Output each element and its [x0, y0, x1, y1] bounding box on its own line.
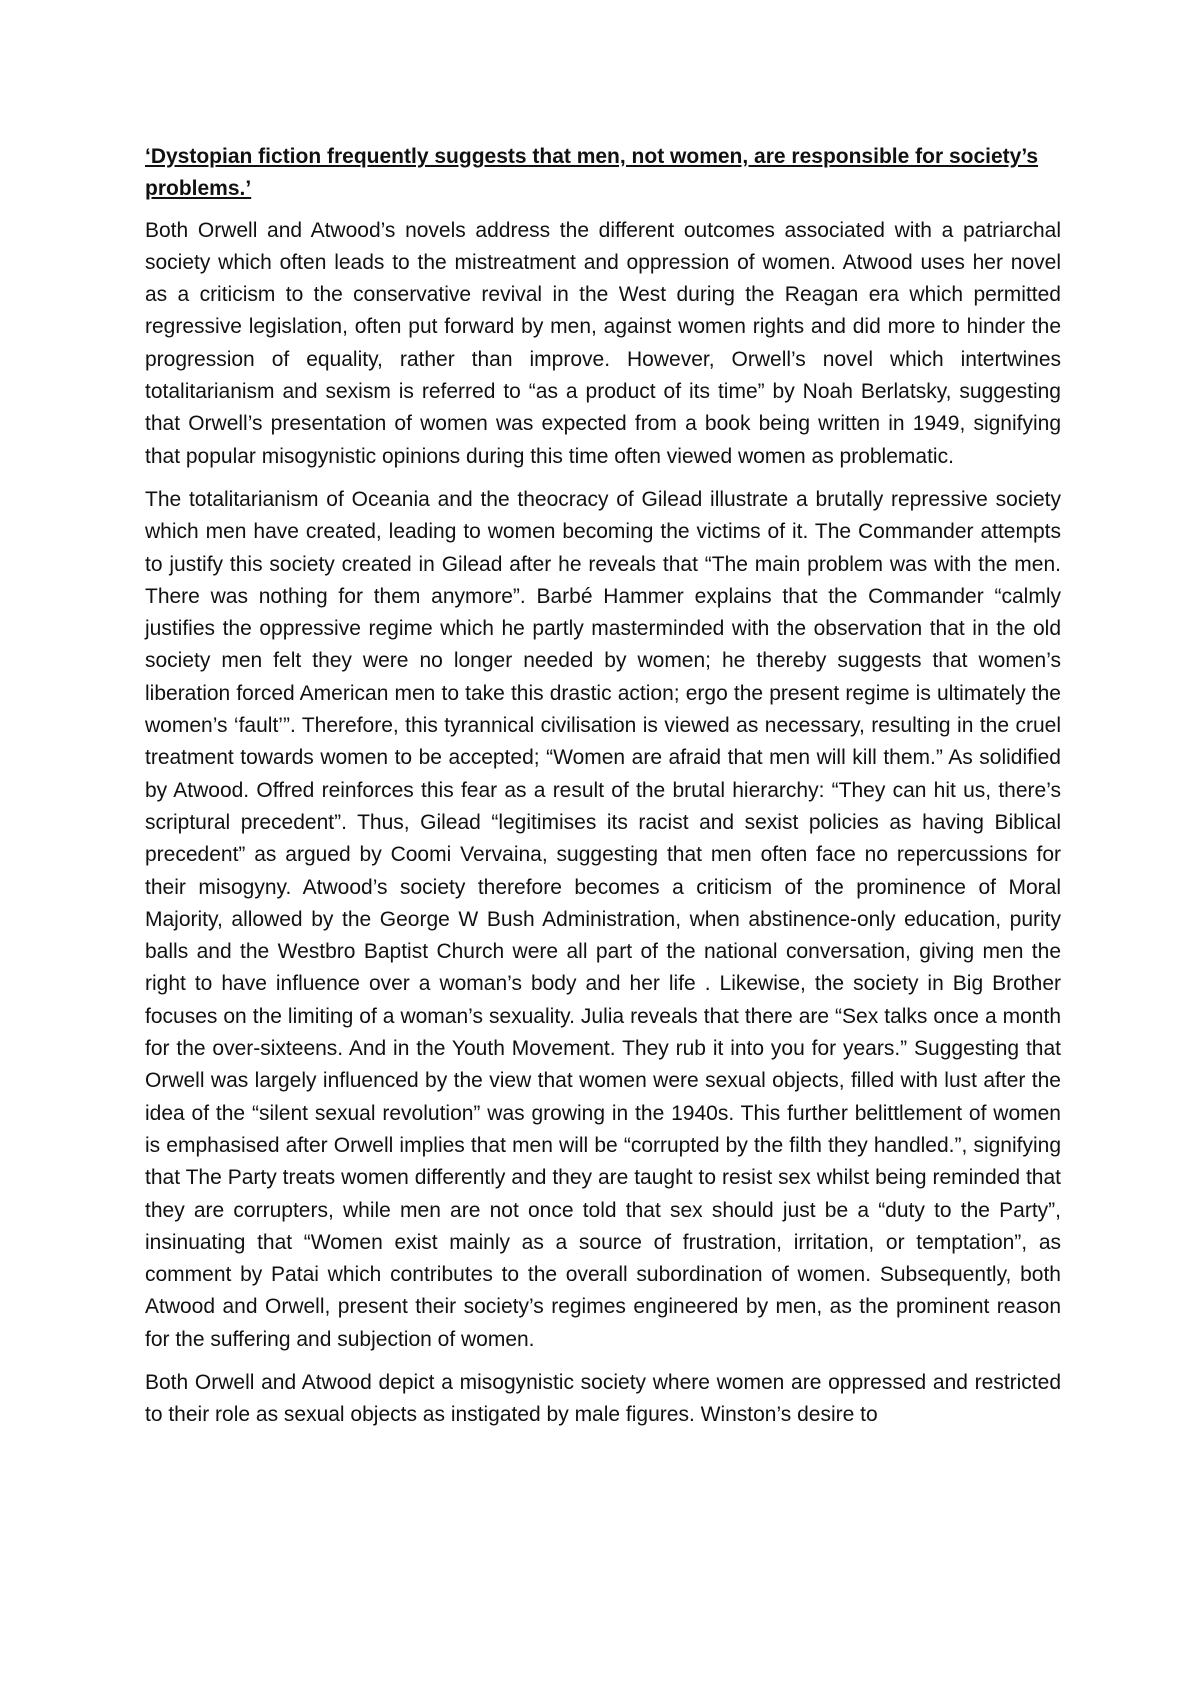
paragraph-1: Both Orwell and Atwood’s novels address the different outcomes associated with a patriarchal society which often leads to the mistreatment and oppression of women. Atwood uses her novel as a criticism to the conservative revival in the West during the Reagan era which permitted regressive legislation, often put forward by men, against women rights and did more to hinder the progression of equality, rather than improve. However, Orwell’s novel which intertwines totalitarianism and sexism is referred to “as a product of its time” by Noah Berlatsky, suggesting that Orwell’s presentation of women was expected from a book being written in 1949, signifying that popular misogynistic opinions during this time often viewed women as problematic.	[145, 218, 1061, 468]
essay-title: ‘Dystopian fiction frequently suggests that men, not women, are responsible for society’s problems.’	[145, 145, 1039, 201]
paragraph-3: Both Orwell and Atwood depict a misogynistic society where women are oppressed and restricted to their role as sexual objects as instigated by male figures. Winston’s desire to	[145, 1370, 1061, 1427]
paragraph-2: The totalitarianism of Oceania and the theocracy of Gilead illustrate a brutally repressive society which men have created, leading to women becoming the victims of it. The Commander attempts to justify this society created in Gilead after he reveals that “The main problem was with the men. There was nothing for them anymore”. Barbé Hammer explains that the Commander “calmly justifies the oppressive regime which he partly masterminded with the observation that in the old society men felt they were no longer needed by women; he thereby suggests that women’s liberation forced American men to take this drastic action; ergo the present regime is ultimately the women’s ‘fault’”. Therefore, this tyrannical civilisation is viewed as necessary, resulting in the cruel treatment towards women to be accepted; “Women are afraid that men will kill them.” As solidified by Atwood. Offred reinforces this fear as a result of the brutal hierarchy: “They can hit us, there’s scriptural precedent”. Thus, Gilead “legitimises its racist and sexist policies as having Biblical precedent” as argued by Coomi Vervaina, suggesting that men often face no repercussions for their misogyny. Atwood’s society therefore becomes a criticism of the prominence of Moral Majority, allowed by the George W Bush Administration, when abstinence-only education, purity balls and the Westbro Baptist Church were all part of the national conversation, giving men the right to have influence over a woman’s body and her life . Likewise, the society in Big Brother focuses on the limiting of a woman’s sexuality. Julia reveals that there are “Sex talks once a month for the over-sixteens. And in the Youth Movement. They rub it into you for years.” Suggesting that Orwell was largely influenced by the view that women were sexual objects, filled with lust after the idea of the “silent sexual revolution” was growing in the 1940s. This further belittlement of women is emphasised after Orwell implies that men will be “corrupted by the filth they handled.”, signifying that The Party treats women differently and they are taught to resist sex whilst being reminded that they are corrupters, while men are not once told that sex should just be a “duty to the Party”, insinuating that “Women exist mainly as a source of frustration, irritation, or temptation”, as comment by Patai which contributes to the overall subordination of women. Subsequently, both Atwood and Orwell, present their society’s regimes engineered by men, as the prominent reason for the suffering and subjection of women.	[145, 487, 1061, 1351]
document-page	[145, 141, 1061, 1443]
